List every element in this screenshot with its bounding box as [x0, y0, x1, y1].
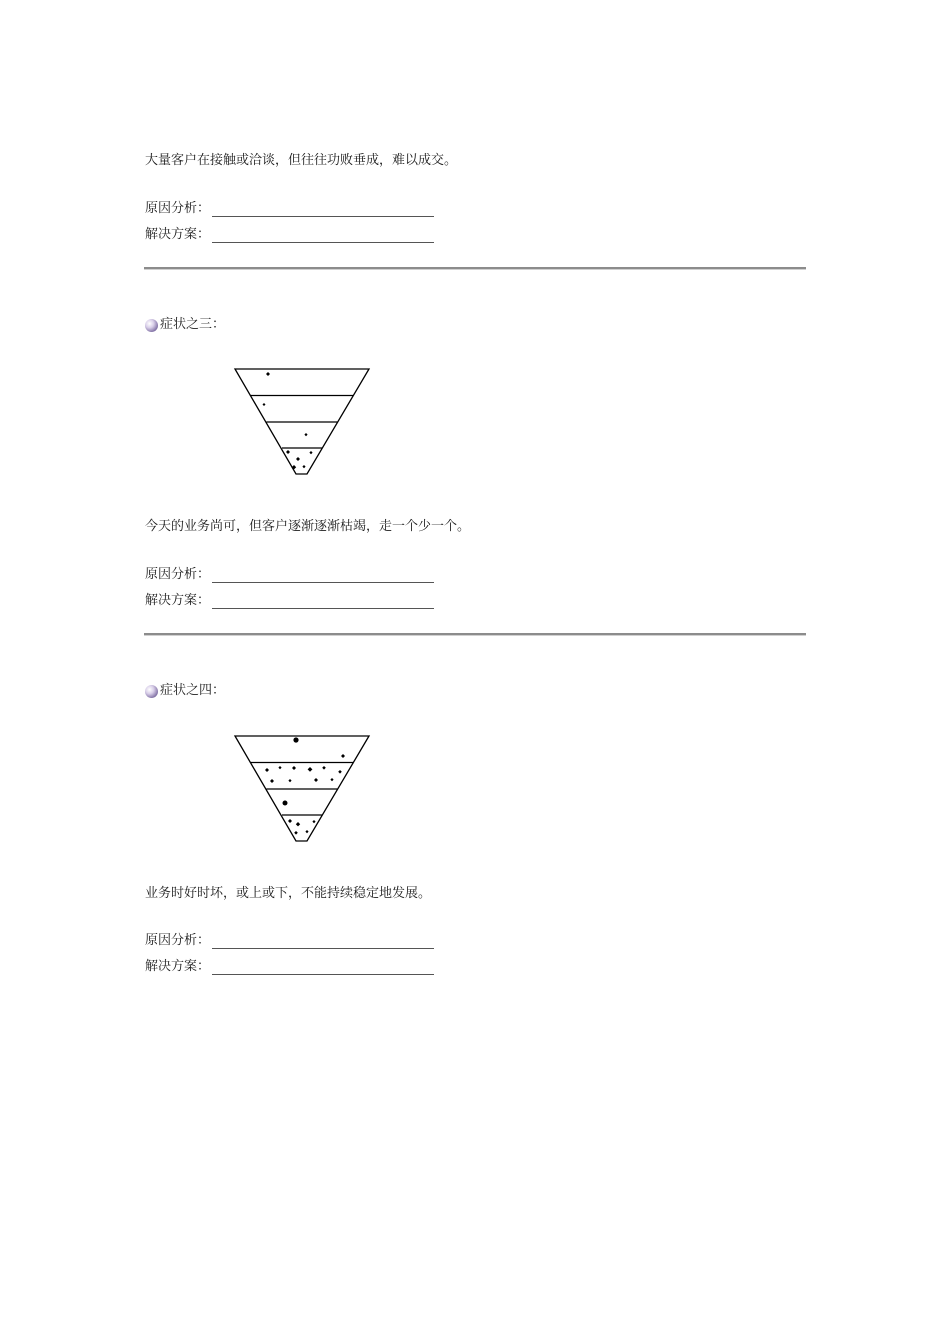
funnel-diagram [232, 366, 372, 476]
solution-field [145, 227, 434, 243]
funnel-dot [304, 433, 307, 436]
analysis-label: 原因分析： [145, 567, 211, 582]
analysis-field [145, 201, 434, 217]
solution-blank-line [212, 596, 434, 609]
funnel-dot [292, 766, 296, 770]
funnel-dot [312, 820, 315, 823]
funnel-dot [288, 819, 292, 823]
funnel-dot [314, 778, 318, 782]
section-divider [144, 267, 806, 270]
funnel-dot [294, 831, 298, 835]
solution-blank-line [212, 230, 434, 243]
analysis-field [145, 933, 434, 949]
symptom-heading-text: 症状之三： [160, 317, 226, 332]
symptom-heading [145, 683, 225, 699]
funnel-dot [309, 451, 312, 454]
analysis-label: 原因分析： [145, 933, 211, 948]
funnel-dot [278, 766, 281, 769]
solution-label: 解决方案： [145, 593, 211, 608]
bullet-orb-icon [145, 319, 158, 332]
funnel-dot [286, 450, 290, 454]
funnel-dot [302, 465, 305, 468]
solution-label: 解决方案： [145, 227, 211, 242]
analysis-blank-line [212, 936, 434, 949]
funnel-dot [293, 737, 298, 742]
symptom-description: 大量客户在接触或洽谈，但往往功败垂成，难以成交。 [145, 153, 458, 168]
funnel-dot [270, 779, 274, 783]
bullet-orb-icon [145, 685, 158, 698]
solution-field [145, 593, 434, 609]
funnel-dot [330, 778, 333, 781]
analysis-label: 原因分析： [145, 201, 211, 216]
analysis-blank-line [212, 204, 434, 217]
solution-label: 解决方案： [145, 959, 211, 974]
analysis-field [145, 567, 434, 583]
symptom-heading [145, 317, 225, 333]
symptom-description: 业务时好时坏，或上或下，不能持续稳定地发展。 [145, 886, 432, 901]
analysis-blank-line [212, 570, 434, 583]
funnel-dot [341, 754, 345, 758]
funnel-dot [266, 372, 270, 376]
funnel-dot [263, 403, 266, 406]
funnel-diagram [232, 733, 372, 843]
solution-field [145, 959, 434, 975]
funnel-dot [322, 766, 326, 770]
funnel-dot [283, 801, 288, 806]
funnel-dot [288, 779, 291, 782]
funnel-dot [296, 457, 300, 461]
funnel-dot [308, 767, 313, 772]
funnel-dot [296, 822, 300, 826]
section-divider [144, 633, 806, 636]
funnel-dot [305, 830, 308, 833]
funnel-dot [338, 770, 342, 774]
symptom-description: 今天的业务尚可，但客户逐渐逐渐枯竭，走一个少一个。 [145, 519, 471, 534]
symptom-heading-text: 症状之四： [160, 683, 226, 698]
solution-blank-line [212, 962, 434, 975]
funnel-dot [265, 768, 269, 772]
